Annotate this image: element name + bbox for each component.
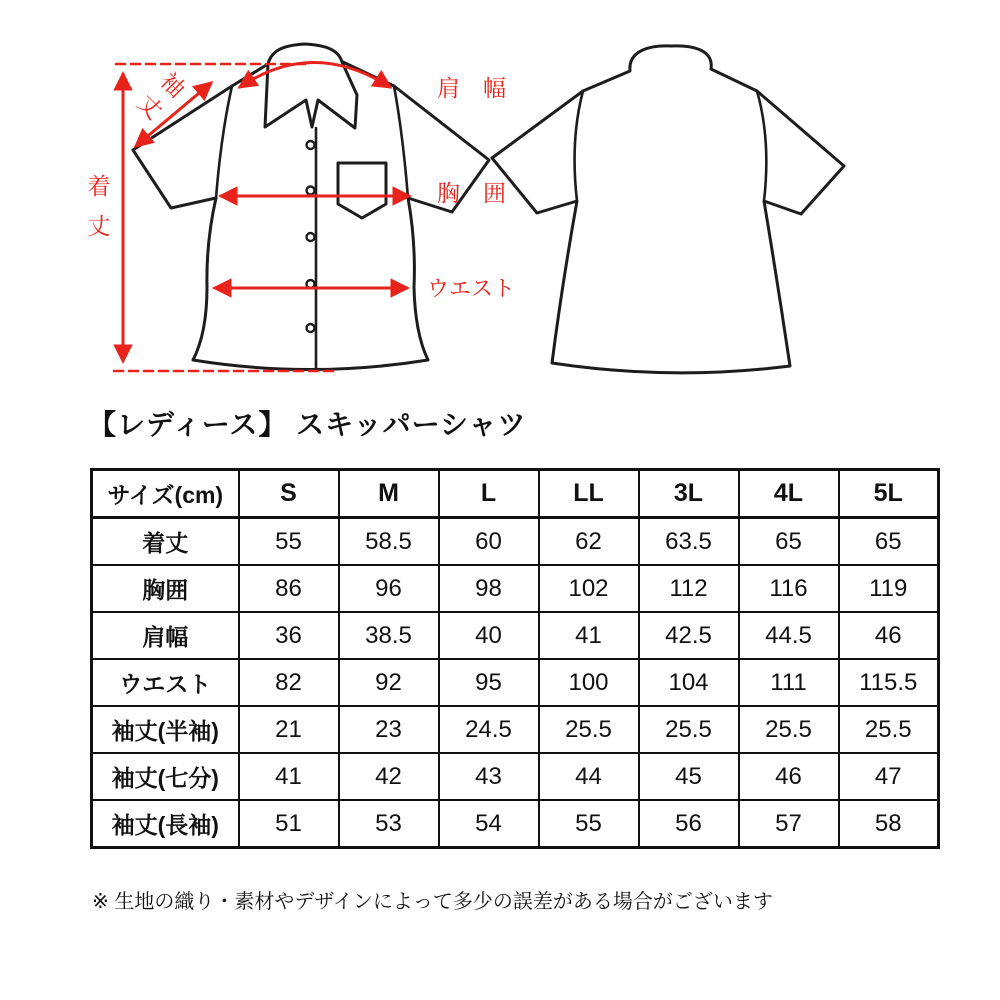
size-cell: 46 <box>739 753 839 800</box>
size-table-row <box>92 612 939 659</box>
size-cell: 100 <box>539 659 639 706</box>
size-cell: 36 <box>239 612 339 659</box>
size-cell: 25.5 <box>639 706 739 753</box>
size-cell: 25.5 <box>839 706 939 753</box>
size-row-label: 袖丈(半袖) <box>92 706 239 753</box>
size-table-header-row <box>92 470 939 518</box>
size-cell: 98 <box>439 565 539 612</box>
size-table-header-cell: L <box>439 470 539 518</box>
size-cell: 58.5 <box>339 518 439 566</box>
size-cell: 96 <box>339 565 439 612</box>
body-length-label-char1: 着 <box>87 173 111 199</box>
size-cell: 41 <box>239 753 339 800</box>
size-table-row <box>92 706 939 753</box>
waist-label: ウエスト <box>427 276 516 301</box>
shoulder-width-label: 肩 幅 <box>437 75 506 101</box>
collar <box>265 44 357 128</box>
size-cell: 42 <box>339 753 439 800</box>
size-cell: 86 <box>239 565 339 612</box>
size-table-row <box>92 753 939 800</box>
size-cell: 44 <box>539 753 639 800</box>
size-cell: 60 <box>439 518 539 566</box>
size-table-header-cell: M <box>339 470 439 518</box>
size-cell: 41 <box>539 612 639 659</box>
size-table-header-cell: 4L <box>739 470 839 518</box>
size-cell: 116 <box>739 565 839 612</box>
size-table-body <box>92 518 939 848</box>
size-cell: 92 <box>339 659 439 706</box>
size-table-header-cell: S <box>239 470 339 518</box>
size-cell: 47 <box>839 753 939 800</box>
size-cell: 104 <box>639 659 739 706</box>
size-cell: 38.5 <box>339 612 439 659</box>
size-cell: 55 <box>239 518 339 566</box>
size-row-label: 袖丈(長袖) <box>92 800 239 848</box>
size-cell: 21 <box>239 706 339 753</box>
size-table-header-cell: 3L <box>639 470 739 518</box>
size-cell: 95 <box>439 659 539 706</box>
back-shirt-illustration <box>492 46 844 373</box>
size-cell: 112 <box>639 565 739 612</box>
button <box>307 141 315 149</box>
size-cell: 53 <box>339 800 439 848</box>
size-cell: 51 <box>239 800 339 848</box>
size-cell: 102 <box>539 565 639 612</box>
size-cell: 54 <box>439 800 539 848</box>
size-row-label: 着丈 <box>92 518 239 566</box>
size-row-label: 胸囲 <box>92 565 239 612</box>
size-cell: 111 <box>739 659 839 706</box>
size-cell: 58 <box>839 800 939 848</box>
size-cell: 40 <box>439 612 539 659</box>
button <box>307 324 315 332</box>
size-cell: 57 <box>739 800 839 848</box>
size-row-label: ウエスト <box>92 659 239 706</box>
size-table-header-cell: サイズ(cm) <box>92 470 239 518</box>
size-table-row <box>92 518 939 566</box>
size-cell: 55 <box>539 800 639 848</box>
size-row-label: 肩幅 <box>92 612 239 659</box>
shirt-measurement-diagram <box>0 0 1000 400</box>
size-cell: 82 <box>239 659 339 706</box>
size-table-row <box>92 565 939 612</box>
size-table-header-cell: 5L <box>839 470 939 518</box>
size-cell: 46 <box>839 612 939 659</box>
size-cell: 24.5 <box>439 706 539 753</box>
size-cell: 25.5 <box>739 706 839 753</box>
size-table-row <box>92 800 939 848</box>
page-title: 【レディース】 スキッパーシャツ <box>88 409 527 440</box>
size-cell: 43 <box>439 753 539 800</box>
footnote: ※ 生地の織り・素材やデザインによって多少の誤差がある場合がございます <box>92 891 773 913</box>
size-cell: 63.5 <box>639 518 739 566</box>
size-table <box>90 468 940 849</box>
size-cell: 44.5 <box>739 612 839 659</box>
size-cell: 42.5 <box>639 612 739 659</box>
size-table-row <box>92 659 939 706</box>
size-cell: 56 <box>639 800 739 848</box>
back-shirt-outline <box>492 46 844 373</box>
button <box>307 187 315 195</box>
size-cell: 45 <box>639 753 739 800</box>
size-cell: 65 <box>739 518 839 566</box>
size-cell: 65 <box>839 518 939 566</box>
size-cell: 115.5 <box>839 659 939 706</box>
size-cell: 119 <box>839 565 939 612</box>
body-length-label-char2: 丈 <box>87 213 111 239</box>
chest-label: 胸 囲 <box>437 180 506 206</box>
button <box>307 233 315 241</box>
size-table-header-cell: LL <box>539 470 639 518</box>
size-cell: 62 <box>539 518 639 566</box>
sleeve-length-label-char1: 袖 <box>155 67 191 103</box>
chest-pocket <box>338 163 386 218</box>
sleeve-length-label-char2: 丈 <box>132 89 168 125</box>
size-cell: 25.5 <box>539 706 639 753</box>
front-shirt-illustration <box>133 44 489 370</box>
size-cell: 23 <box>339 706 439 753</box>
size-row-label: 袖丈(七分) <box>92 753 239 800</box>
